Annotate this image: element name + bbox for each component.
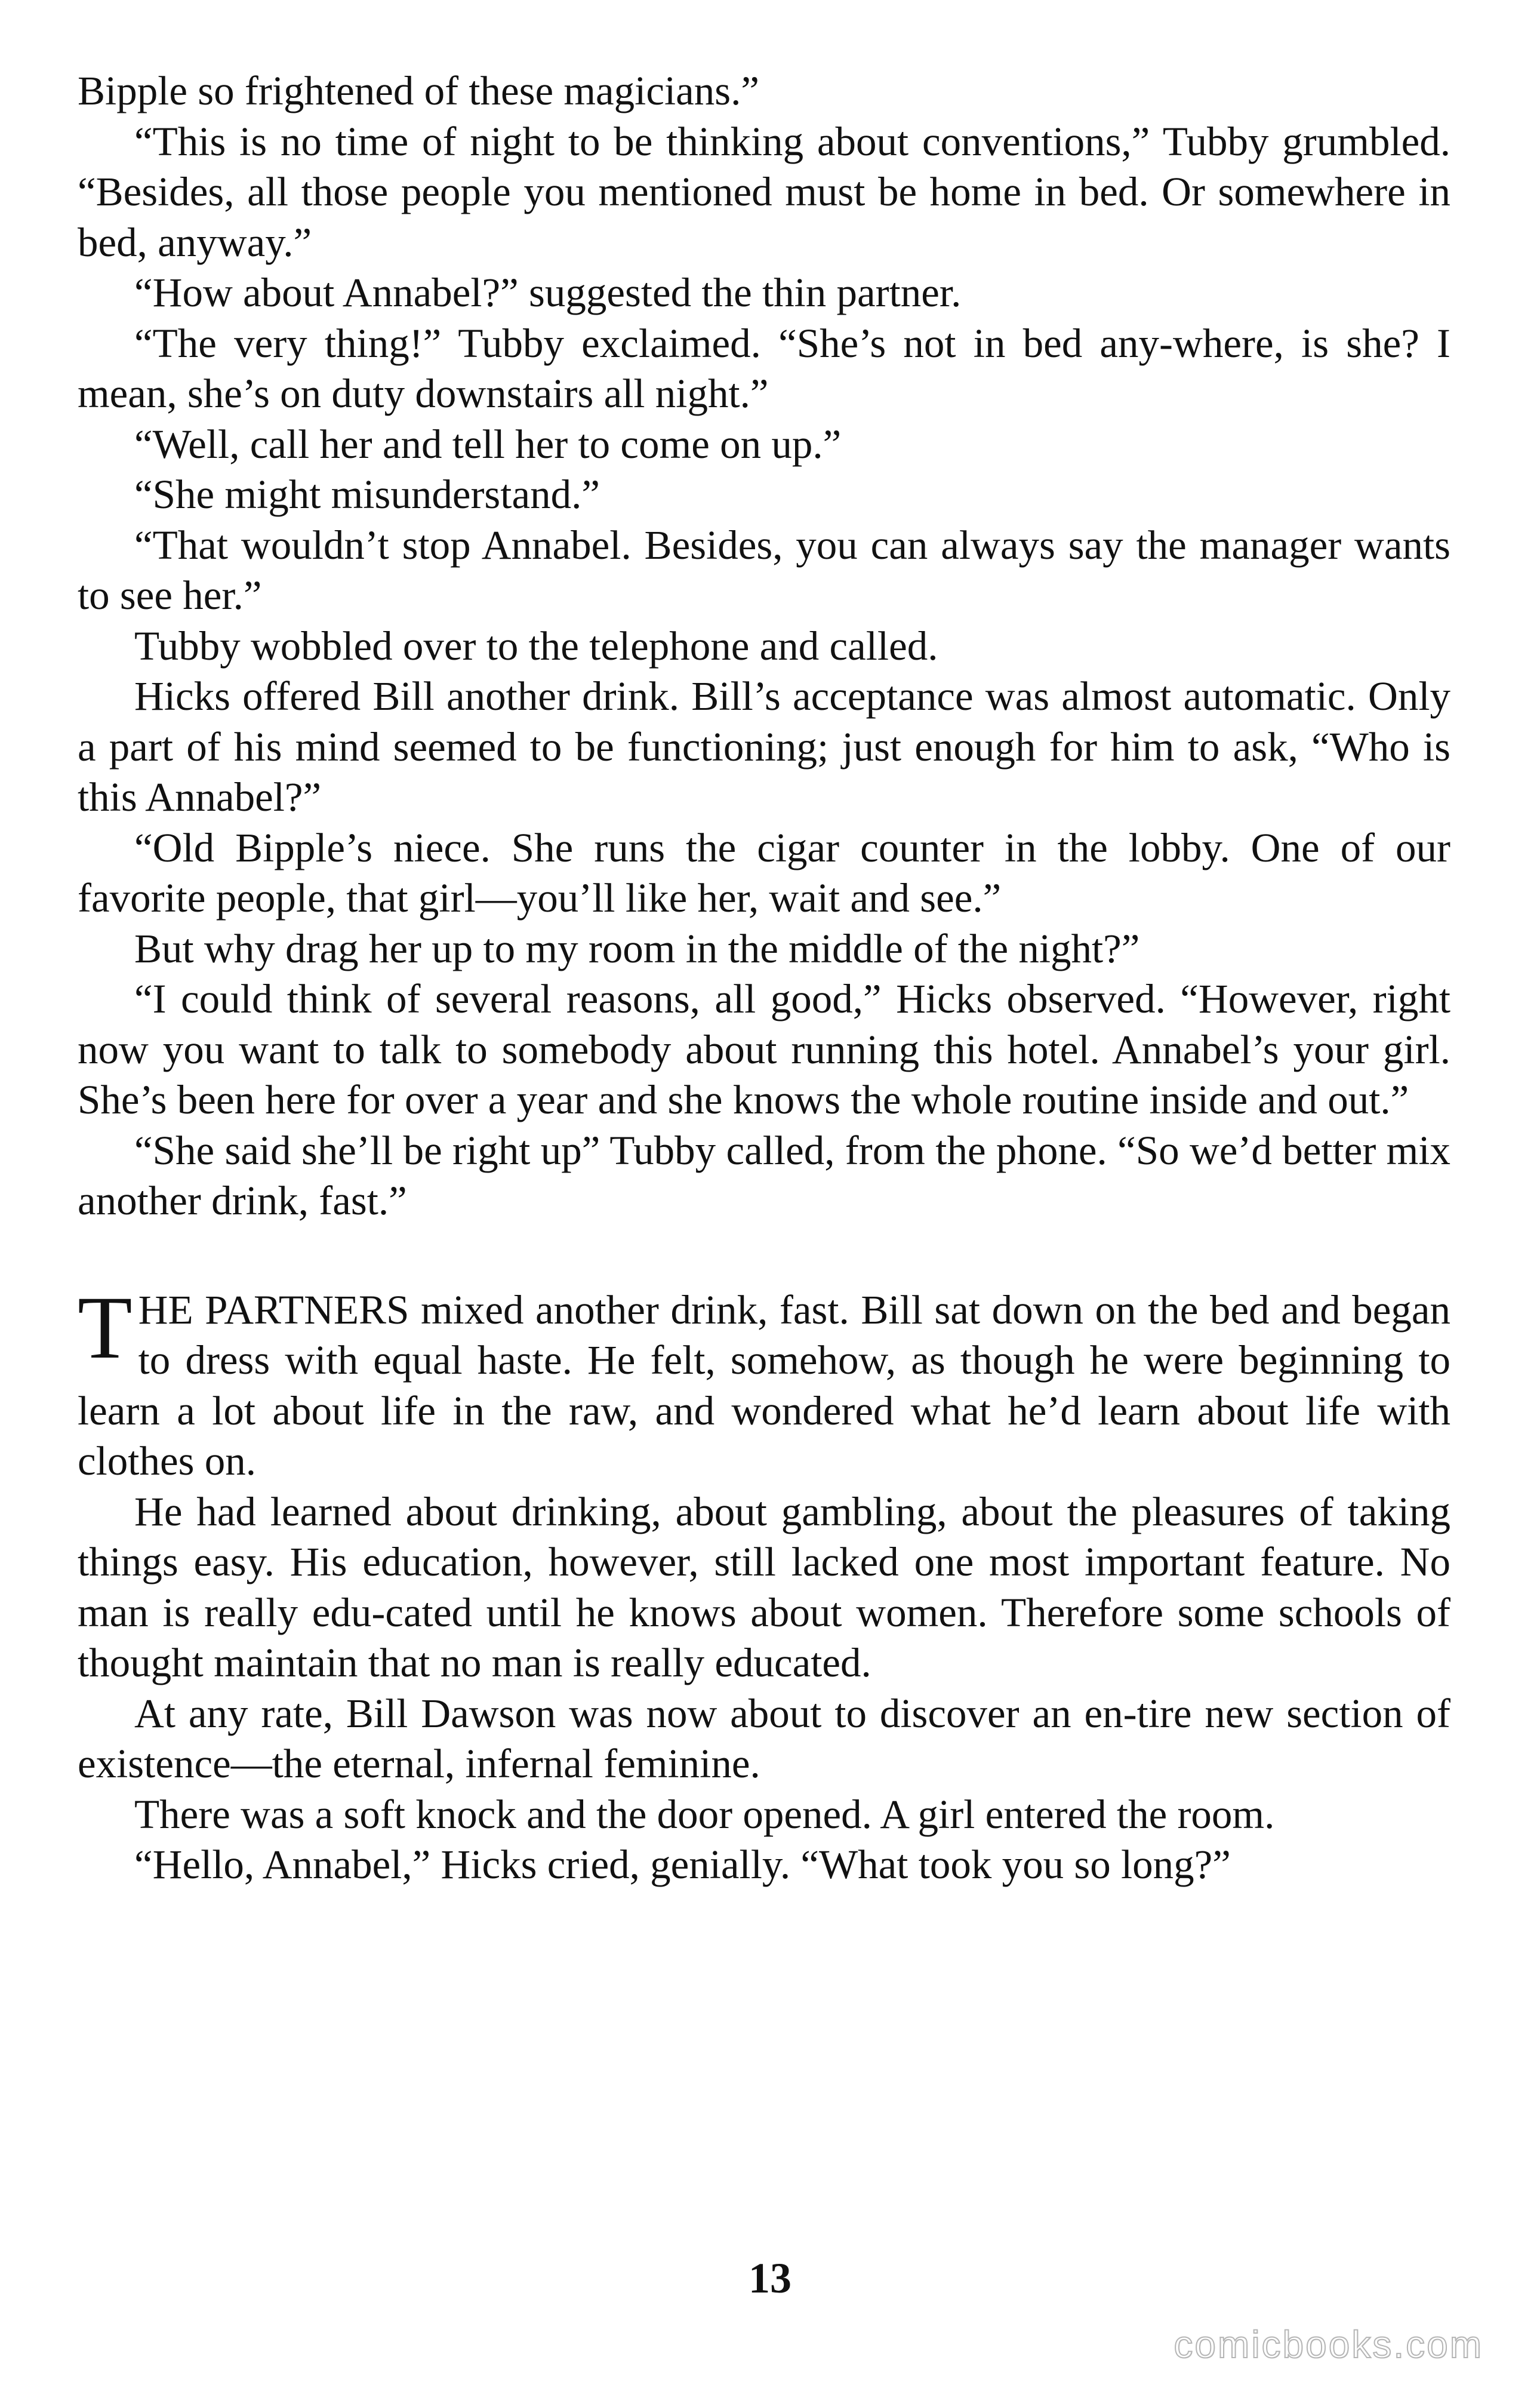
paragraph: “How about Annabel?” suggested the thin partner. [134,270,962,315]
section-opening-paragraph [78,1278,1450,1487]
paragraph: He had learned about drinking, about gambling, about the pleasures of taking things easy. His education, however, still lacked one most important feature. No man is really edu-cated until he knows about women. Therefore some schools of thought maintain that no man is really educated. [78,1488,1450,1685]
paragraph: Hicks offered Bill another drink. Bill’s acceptance was almost automatic. Only a part of his mind seemed to be functioning; just enough for him to ask, “Who is this Annabel?” [78,673,1450,820]
paragraph: “Old Bipple’s niece. She runs the cigar counter in the lobby. One of our favorite people, that girl—you’ll like her, wait and see.” [78,824,1450,921]
paragraph: “That wouldn’t stop Annabel. Besides, you can always say the manager wants to see her.” [78,522,1450,618]
page-number: 13 [749,2254,791,2302]
watermark: comicbooks.com [1174,2323,1483,2366]
paragraph: But why drag her up to my room in the middle of the night?” [134,925,1140,971]
section-opening-text: HE PARTNERS mixed another drink, fast. Bill sat down on the bed and began to dress with equal haste. He felt, somehow, as though he were beginning to learn a lot about life in the raw, and wondered what he’d learn about life with clothes on. [78,1287,1450,1484]
paragraph: Tubby wobbled over to the telephone and called. [134,623,938,669]
paragraph: “She said she’ll be right up” Tubby called, from the phone. “So we’d better mix another drink, fast.” [78,1127,1450,1223]
paragraph: “Hello, Annabel,” Hicks cried, genially. “What took you so long?” [134,1842,1231,1887]
paragraph: There was a soft knock and the door opened. A girl entered the room. [134,1791,1275,1837]
section-break [78,1226,1450,1285]
paragraph: “The very thing!” Tubby exclaimed. “She’s not in bed any-where, is she? I mean, she’s on duty downstairs all night.” [78,320,1450,416]
drop-cap: T [78,1278,133,1377]
paragraph: “I could think of several reasons, all good,” Hicks observed. “However, right now you want to talk to somebody about running this hotel. Annabel’s your girl. She’s been here for over a year and she knows the whole routine inside and out.” [78,976,1450,1122]
body-text [78,66,1450,1890]
paragraph: At any rate, Bill Dawson was now about to discover an en-tire new section of existence—the eternal, infernal feminine. [78,1690,1450,1786]
paragraph: “This is no time of night to be thinking about conventions,” Tubby grumbled. “Besides, all those people you mentioned must be home in bed. Or somewhere in bed, anyway.” [78,118,1450,265]
paragraph: Bipple so frightened of these magicians.” [78,68,760,113]
paragraph: “Well, call her and tell her to come on up.” [134,421,842,467]
paragraph: “She might misunderstand.” [134,472,600,517]
